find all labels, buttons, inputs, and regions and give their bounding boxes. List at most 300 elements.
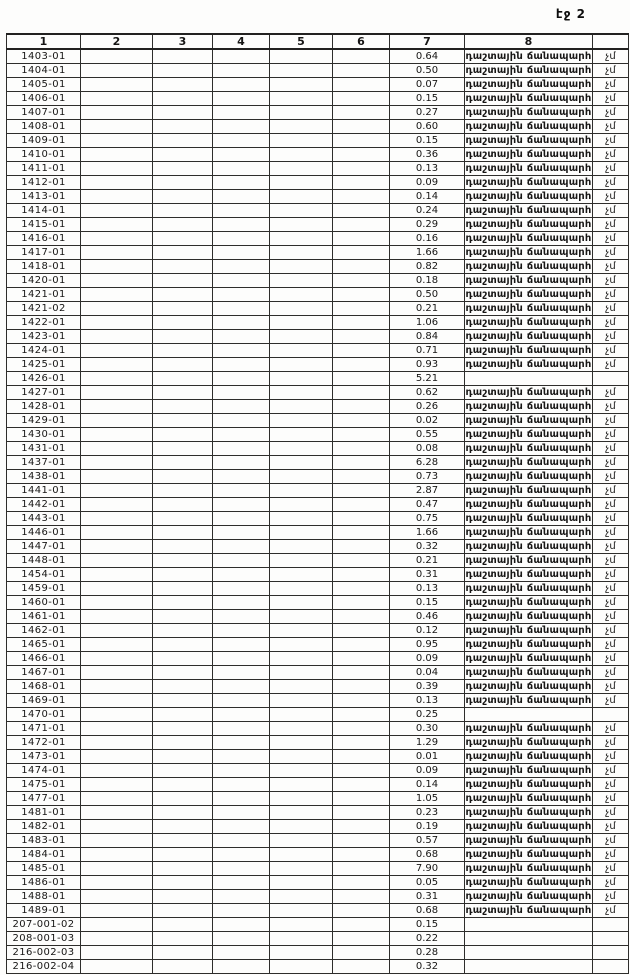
cell-area-value: 0.27 [390,106,465,120]
margin-unit-note [593,946,629,960]
table-row [7,568,629,582]
cell-empty-5 [270,666,333,680]
cell-empty-3 [153,176,213,190]
table-row [7,638,629,652]
cell-road-label: դաշտային ճանապարհ [465,611,592,622]
cell-empty-5 [270,554,333,568]
cell-empty-3 [153,386,213,400]
margin-unit-note [593,960,629,974]
cell-empty-2 [81,512,153,526]
cell-empty-6 [333,358,390,372]
cell-empty-5 [270,708,333,722]
cell-empty-4 [213,876,270,890]
cell-empty-5 [270,568,333,582]
cell-parcel-id: 1404-01 [7,64,81,78]
cell-area-value: 0.26 [390,400,465,414]
cell-area-value: 0.36 [390,148,465,162]
cell-empty-5 [270,890,333,904]
cell-road-label: դաշտային ճանապարհ [465,485,592,496]
cell-road-label: դաշտային ճանապարհ [465,415,592,426]
cell-area-value: 0.75 [390,512,465,526]
cell-road-label [465,372,593,386]
table-row [7,162,629,176]
cell-empty-3 [153,456,213,470]
cell-empty-3 [153,554,213,568]
cell-empty-2 [81,414,153,428]
cell-empty-6 [333,302,390,316]
cell-empty-3 [153,652,213,666]
cell-empty-3 [153,904,213,918]
cell-empty-4 [213,932,270,946]
cell-empty-3 [153,736,213,750]
cell-empty-6 [333,568,390,582]
cell-empty-5 [270,722,333,736]
cell-empty-2 [81,330,153,344]
cell-area-value: 0.68 [390,904,465,918]
cell-empty-5 [270,330,333,344]
margin-unit-note: չմ [593,204,629,218]
cell-area-value: 0.84 [390,330,465,344]
cell-area-value: 0.09 [390,764,465,778]
cell-empty-5 [270,694,333,708]
cell-empty-6 [333,106,390,120]
cell-empty-5 [270,386,333,400]
cell-empty-6 [333,806,390,820]
cell-empty-3 [153,862,213,876]
cell-empty-5 [270,792,333,806]
margin-unit-note: չմ [593,722,629,736]
margin-unit-note: չմ [593,526,629,540]
cell-empty-5 [270,876,333,890]
cell-empty-4 [213,498,270,512]
margin-unit-note: չմ [593,260,629,274]
cell-area-value: 0.13 [390,694,465,708]
cell-area-value: 0.04 [390,666,465,680]
cell-empty-3 [153,148,213,162]
cell-empty-2 [81,904,153,918]
cell-empty-2 [81,736,153,750]
cell-empty-4 [213,386,270,400]
margin-unit-note: չմ [593,302,629,316]
cell-road-label: դաշտային ճանապարհ [465,555,592,566]
cell-empty-4 [213,694,270,708]
cell-area-value: 0.46 [390,610,465,624]
cell-empty-4 [213,358,270,372]
cell-area-value: 0.62 [390,386,465,400]
cell-road-label: դաշտային ճանապարհ [465,821,592,832]
cell-empty-5 [270,582,333,596]
margin-unit-note: չմ [593,876,629,890]
cell-area-value: 0.73 [390,470,465,484]
cell-empty-2 [81,638,153,652]
cell-empty-6 [333,904,390,918]
cell-empty-3 [153,666,213,680]
cell-empty-4 [213,526,270,540]
margin-unit-note: չմ [593,470,629,484]
table-row [7,610,629,624]
cell-empty-6 [333,176,390,190]
cell-empty-2 [81,470,153,484]
cell-empty-2 [81,652,153,666]
cell-area-value: 0.14 [390,190,465,204]
cell-road-label: դաշտային ճանապարհ [465,541,592,552]
margin-unit-note: չմ [593,386,629,400]
cell-empty-3 [153,932,213,946]
cell-area-value: 6.28 [390,456,465,470]
cell-empty-4 [213,820,270,834]
cell-empty-6 [333,442,390,456]
cell-empty-3 [153,204,213,218]
cell-empty-5 [270,848,333,862]
cell-empty-4 [213,428,270,442]
cell-empty-6 [333,764,390,778]
cell-parcel-id: 1485-01 [7,862,81,876]
cell-empty-6 [333,596,390,610]
cell-empty-6 [333,820,390,834]
cell-parcel-id: 1468-01 [7,680,81,694]
margin-unit-note: չմ [593,848,629,862]
cell-road-label: դաշտային ճանապարհ [465,233,592,244]
table-row [7,946,629,960]
margin-unit-note: չմ [593,694,629,708]
cell-parcel-id: 1415-01 [7,218,81,232]
cell-empty-3 [153,820,213,834]
cell-empty-3 [153,512,213,526]
column-header-8: 8 [465,34,593,49]
cell-road-label: դաշտային ճանապարհ [465,681,592,692]
cell-empty-4 [213,834,270,848]
cell-empty-2 [81,666,153,680]
cell-empty-5 [270,316,333,330]
cell-parcel-id: 1459-01 [7,582,81,596]
cell-empty-6 [333,372,390,386]
cell-empty-4 [213,610,270,624]
table-row [7,666,629,680]
cell-empty-3 [153,624,213,638]
cell-empty-4 [213,176,270,190]
margin-unit-note: չմ [593,190,629,204]
cell-empty-6 [333,386,390,400]
cell-parcel-id: 1429-01 [7,414,81,428]
cell-empty-4 [213,512,270,526]
table-row [7,49,629,64]
cell-empty-3 [153,918,213,932]
cell-empty-4 [213,582,270,596]
cell-empty-2 [81,316,153,330]
cell-empty-5 [270,596,333,610]
cell-area-value: 0.15 [390,596,465,610]
margin-unit-note: չմ [593,414,629,428]
cell-parcel-id: 1472-01 [7,736,81,750]
cell-parcel-id: 1467-01 [7,666,81,680]
cell-parcel-id: 1471-01 [7,722,81,736]
cell-parcel-id: 216-002-03 [7,946,81,960]
cell-parcel-id: 1418-01 [7,260,81,274]
cell-empty-2 [81,106,153,120]
cell-empty-5 [270,778,333,792]
cell-empty-4 [213,736,270,750]
cell-parcel-id: 1409-01 [7,134,81,148]
cell-road-label: դաշտային ճանապարհ [465,51,592,62]
cell-empty-3 [153,834,213,848]
margin-unit-note: չմ [593,610,629,624]
cell-empty-5 [270,372,333,386]
cell-empty-6 [333,120,390,134]
table-row [7,736,629,750]
cell-empty-5 [270,470,333,484]
table-row [7,92,629,106]
cell-road-label: դաշտային ճանապարհ [465,261,592,272]
cell-empty-2 [81,78,153,92]
cell-empty-4 [213,960,270,974]
cell-empty-6 [333,918,390,932]
cell-empty-4 [213,372,270,386]
cell-empty-4 [213,134,270,148]
cell-parcel-id: 1430-01 [7,428,81,442]
cell-empty-3 [153,78,213,92]
cell-parcel-id: 1416-01 [7,232,81,246]
cell-empty-5 [270,106,333,120]
cell-empty-3 [153,890,213,904]
margin-unit-note: չմ [593,750,629,764]
table-row [7,876,629,890]
cell-empty-2 [81,792,153,806]
cell-area-value: 0.64 [390,49,465,64]
cell-empty-5 [270,218,333,232]
cell-road-label: դաշտային ճանապարհ [465,191,592,202]
cell-road-label: դաշտային ճանապարհ [465,695,592,706]
cell-road-label: դաշտային ճանապարհ [465,457,592,468]
cell-area-value: 1.66 [390,246,465,260]
cell-empty-4 [213,722,270,736]
cell-empty-3 [153,484,213,498]
cell-empty-5 [270,190,333,204]
cell-empty-2 [81,764,153,778]
page-number-label: էջ 2 [555,7,586,21]
cell-empty-3 [153,358,213,372]
cell-empty-6 [333,512,390,526]
margin-unit-note: չմ [593,330,629,344]
cell-empty-6 [333,330,390,344]
cell-empty-4 [213,106,270,120]
cell-parcel-id: 1431-01 [7,442,81,456]
cell-parcel-id: 1421-02 [7,302,81,316]
cell-empty-5 [270,134,333,148]
cell-parcel-id: 1417-01 [7,246,81,260]
table-row [7,148,629,162]
cell-empty-6 [333,400,390,414]
margin-unit-note: չմ [593,134,629,148]
table-row [7,414,629,428]
cell-road-label: դաշտային ճանապարհ [465,667,592,678]
cell-empty-4 [213,918,270,932]
cell-empty-4 [213,414,270,428]
cell-empty-6 [333,554,390,568]
cell-area-value: 0.05 [390,876,465,890]
cell-parcel-id: 216-002-04 [7,960,81,974]
cell-empty-3 [153,638,213,652]
cell-empty-5 [270,484,333,498]
cell-empty-3 [153,848,213,862]
cell-empty-2 [81,540,153,554]
table-row [7,120,629,134]
table-row [7,848,629,862]
cell-empty-2 [81,820,153,834]
table-row [7,106,629,120]
cell-empty-2 [81,568,153,582]
cell-empty-5 [270,540,333,554]
cell-empty-3 [153,540,213,554]
cell-empty-4 [213,148,270,162]
margin-unit-note: չմ [593,148,629,162]
cell-empty-3 [153,498,213,512]
cell-empty-2 [81,554,153,568]
cell-empty-5 [270,610,333,624]
margin-unit-note: չմ [593,666,629,680]
cell-road-label: դաշտային ճանապարհ [465,863,592,874]
margin-unit-note: չմ [593,232,629,246]
table-row [7,680,629,694]
cell-area-value: 2.87 [390,484,465,498]
cell-empty-4 [213,246,270,260]
margin-unit-note: չմ [593,582,629,596]
cell-empty-5 [270,932,333,946]
cell-empty-5 [270,358,333,372]
cell-parcel-id: 1442-01 [7,498,81,512]
table-row [7,596,629,610]
cell-empty-6 [333,848,390,862]
cell-road-label: դաշտային ճանապարհ [465,345,592,356]
cell-area-value: 0.07 [390,78,465,92]
column-header-4: 4 [213,34,270,49]
cell-empty-4 [213,92,270,106]
cell-empty-2 [81,428,153,442]
cell-empty-3 [153,218,213,232]
cell-empty-6 [333,428,390,442]
cell-empty-6 [333,498,390,512]
table-row [7,862,629,876]
cell-empty-3 [153,288,213,302]
cell-empty-4 [213,470,270,484]
table-row [7,778,629,792]
cell-empty-6 [333,162,390,176]
cell-parcel-id: 1423-01 [7,330,81,344]
cell-empty-4 [213,624,270,638]
cell-empty-3 [153,610,213,624]
margin-unit-note: չմ [593,638,629,652]
cell-empty-6 [333,414,390,428]
cell-empty-3 [153,316,213,330]
table-row [7,764,629,778]
cell-road-label: դաշտային ճանապարհ [465,653,592,664]
cell-empty-4 [213,162,270,176]
cell-parcel-id: 1483-01 [7,834,81,848]
table-row [7,526,629,540]
cell-empty-6 [333,722,390,736]
cell-road-label: դաշտային ճանապարհ [465,793,592,804]
cell-empty-6 [333,750,390,764]
cell-empty-4 [213,260,270,274]
cell-empty-3 [153,722,213,736]
cell-road-label: դաշտային ճանապարհ [465,401,592,412]
table-row [7,820,629,834]
cell-road-label: դաշտային ճանապարհ [465,317,592,328]
table-row [7,512,629,526]
cell-empty-2 [81,218,153,232]
cell-parcel-id: 1481-01 [7,806,81,820]
cell-empty-4 [213,540,270,554]
cell-empty-4 [213,904,270,918]
cell-empty-4 [213,862,270,876]
cell-empty-6 [333,694,390,708]
cell-road-label: դաշտային ճանապարհ [465,219,592,230]
cell-road-label: դաշտային ճանապարհ [465,121,592,132]
cell-empty-5 [270,64,333,78]
table-row [7,260,629,274]
cell-area-value: 0.02 [390,414,465,428]
cell-empty-2 [81,610,153,624]
cell-empty-4 [213,764,270,778]
cell-empty-3 [153,708,213,722]
cell-empty-3 [153,330,213,344]
cell-area-value: 0.50 [390,64,465,78]
cell-empty-3 [153,596,213,610]
margin-unit-note: չմ [593,456,629,470]
cell-empty-6 [333,456,390,470]
cell-road-label [465,946,593,960]
cell-empty-3 [153,960,213,974]
table-row [7,960,629,974]
table-row [7,470,629,484]
cell-parcel-id: 1407-01 [7,106,81,120]
cell-empty-5 [270,764,333,778]
table-row [7,540,629,554]
cell-empty-5 [270,638,333,652]
margin-unit-note: չմ [593,498,629,512]
cell-parcel-id: 1460-01 [7,596,81,610]
cell-parcel-id: 1474-01 [7,764,81,778]
cell-empty-6 [333,666,390,680]
cell-empty-2 [81,778,153,792]
table-row [7,498,629,512]
margin-unit-note: չմ [593,106,629,120]
cell-empty-5 [270,288,333,302]
cell-empty-6 [333,862,390,876]
cell-area-value: 0.14 [390,778,465,792]
margin-unit-note: չմ [593,358,629,372]
margin-unit-note: չմ [593,680,629,694]
table-row [7,792,629,806]
cell-road-label: դաշտային ճանապարհ [465,569,592,580]
margin-unit-note: չմ [593,428,629,442]
margin-unit-note: չմ [593,120,629,134]
cell-area-value: 0.71 [390,344,465,358]
cell-empty-2 [81,708,153,722]
cell-parcel-id: 1427-01 [7,386,81,400]
cell-empty-4 [213,484,270,498]
cell-empty-6 [333,274,390,288]
cell-empty-2 [81,274,153,288]
cell-empty-5 [270,736,333,750]
cell-road-label: դաշտային ճանապարհ [465,765,592,776]
margin-unit-note: չմ [593,596,629,610]
cell-parcel-id: 1403-01 [7,49,81,64]
cell-parcel-id: 1406-01 [7,92,81,106]
cell-empty-3 [153,764,213,778]
cell-parcel-id: 1488-01 [7,890,81,904]
margin-unit-note: չմ [593,512,629,526]
cell-empty-4 [213,49,270,64]
